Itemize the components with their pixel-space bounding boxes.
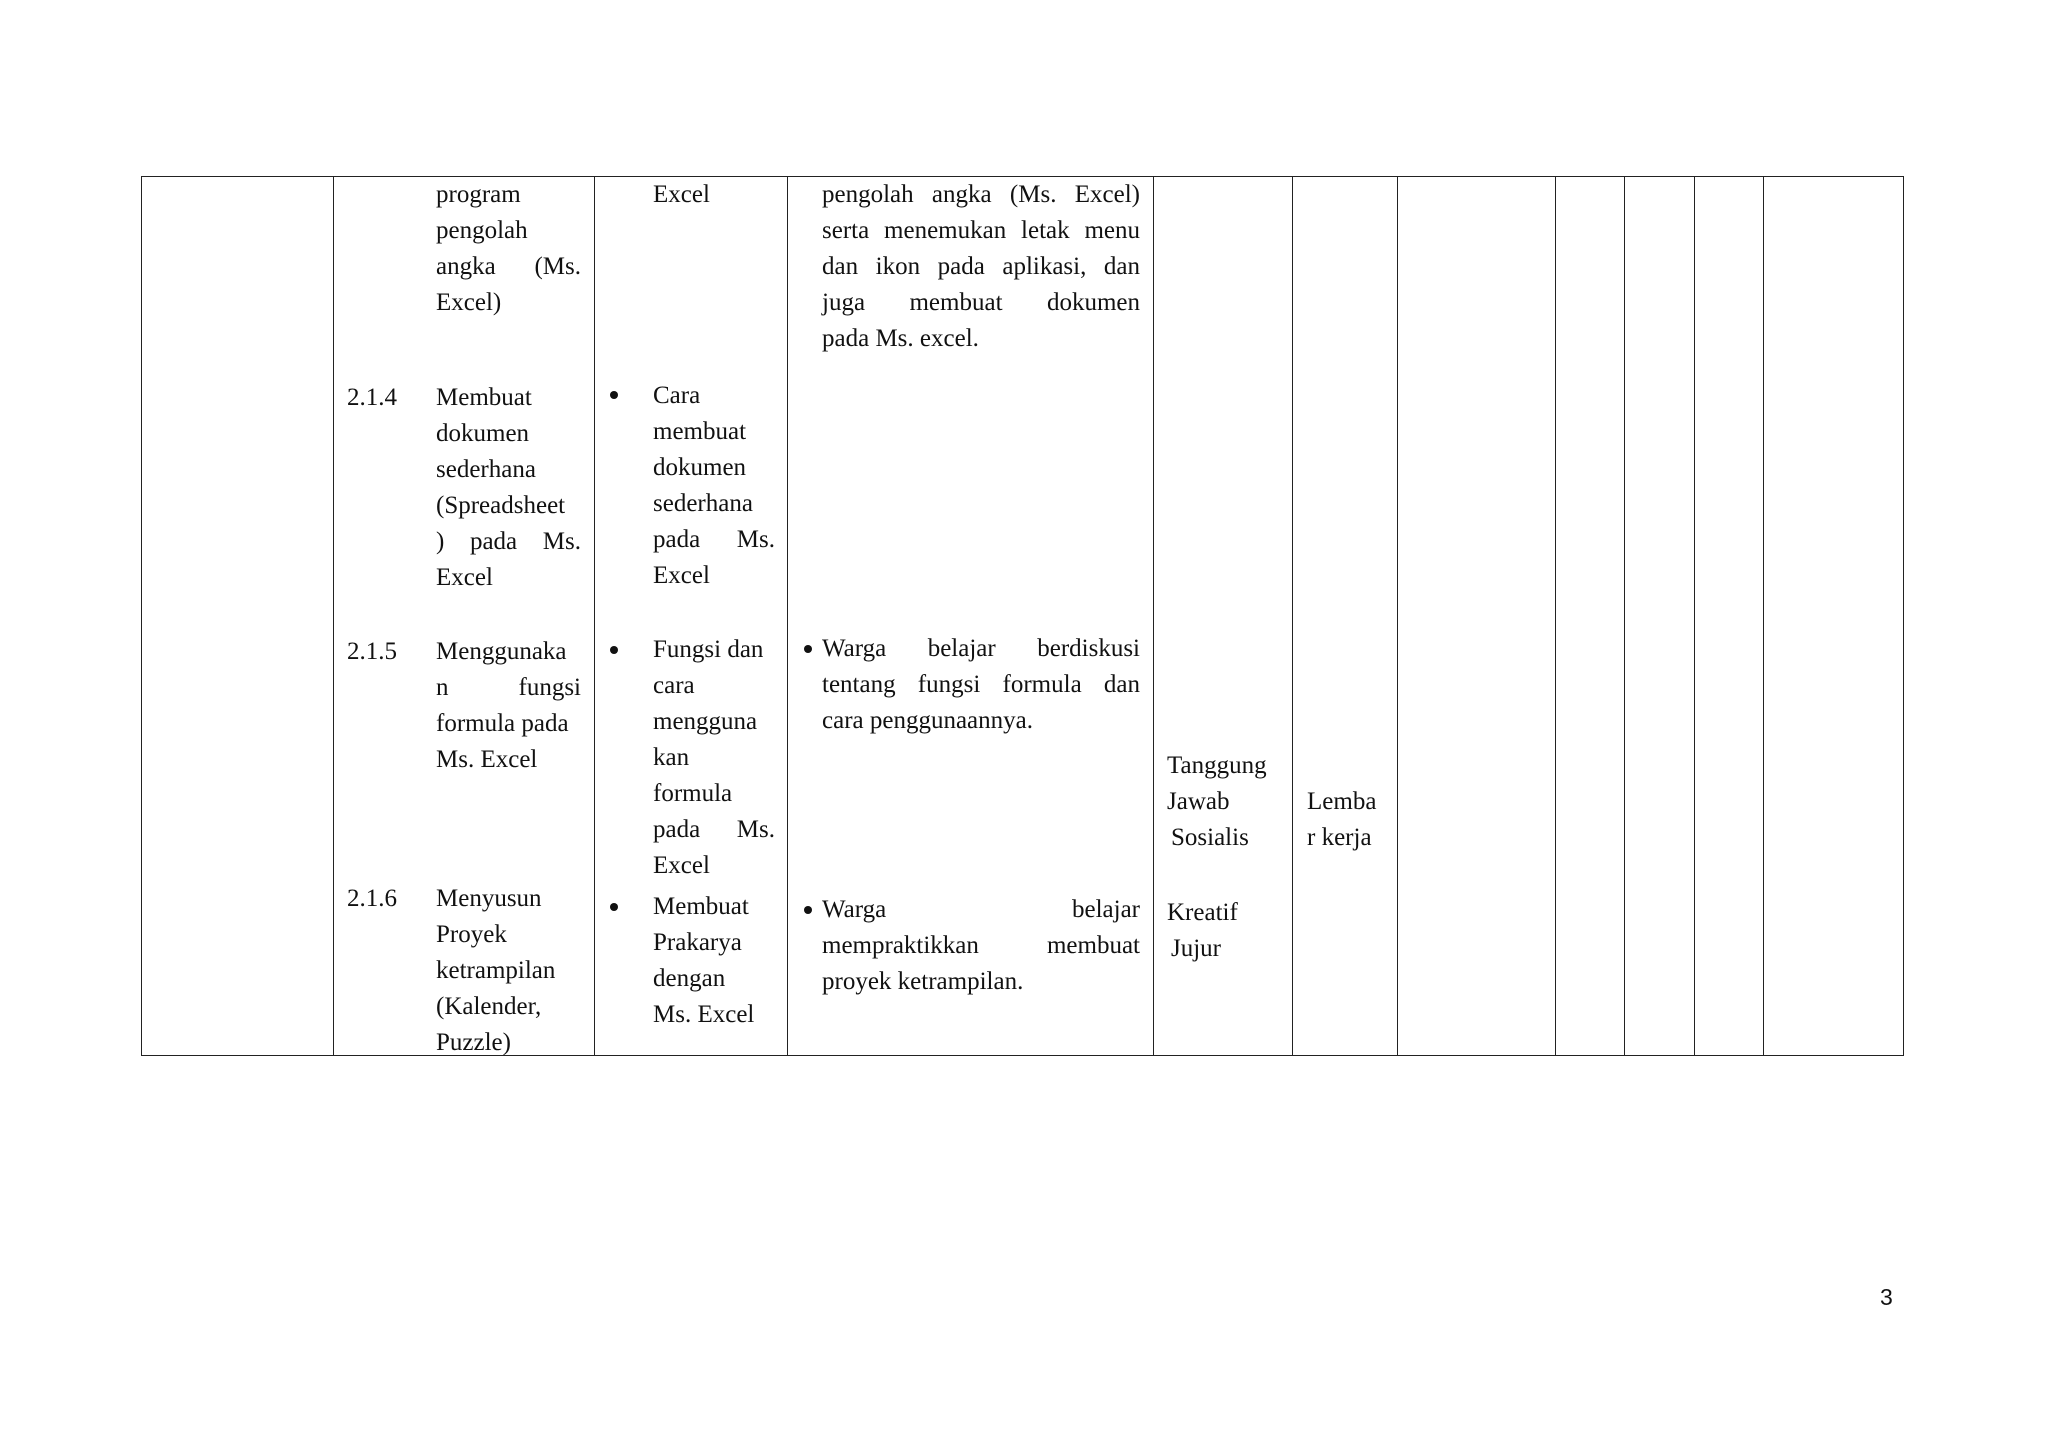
character-values-2: Kreatif Jujur — [1167, 899, 1238, 962]
character-values: Tanggung Jawab Sosialis — [1167, 752, 1267, 851]
material-2-1-4: Membuat dokumen sederhana (Spreadsheet ) pada Ms. Excel — [436, 384, 581, 591]
activity-2-1-5: Warga belajar berdiskusi tentang fungsi formula dan cara penggunaannya. — [822, 635, 1140, 734]
content-2-1-6: Membuat Prakarya dengan Ms. Excel — [653, 893, 755, 1028]
top-content-cell: Excel — [653, 181, 710, 208]
competency-code-2-1-5: 2.1.5 — [347, 638, 397, 665]
column-divider — [1555, 176, 1556, 1056]
competency-code-2-1-4: 2.1.4 — [347, 384, 397, 411]
column-divider — [333, 176, 334, 1056]
bullet-icon — [610, 646, 618, 654]
competency-code-2-1-6: 2.1.6 — [347, 885, 397, 912]
top-material-cell: program pengolah angka (Ms. Excel) — [436, 181, 581, 316]
material-2-1-6: Menyusun Proyek ketrampilan (Kalender, Puzzle) — [436, 885, 556, 1056]
column-divider — [1694, 176, 1695, 1056]
bullet-icon — [804, 645, 812, 653]
bullet-icon — [610, 391, 618, 399]
bullet-icon — [804, 906, 812, 914]
column-divider — [1763, 176, 1764, 1056]
column-divider — [1153, 176, 1154, 1056]
content-2-1-4: Cara membuat dokumen sederhana pada Ms. Excel — [653, 382, 775, 589]
content-2-1-5: Fungsi dan cara mengguna kan formula pada Ms. Excel — [653, 636, 775, 879]
column-divider — [1397, 176, 1398, 1056]
column-divider — [1292, 176, 1293, 1056]
page-number: 3 — [1880, 1284, 1893, 1310]
bullet-icon — [610, 903, 618, 911]
column-divider — [787, 176, 788, 1056]
material-2-1-5: Menggunaka n fungsi formula pada Ms. Excel — [436, 638, 581, 773]
top-activity-cell: pengolah angka (Ms. Excel) serta menemukan letak menu dan ikon pada aplikasi, dan juga membuat dokumen pada Ms. excel. — [822, 181, 1140, 352]
column-divider — [1624, 176, 1625, 1056]
assessment-instrument: Lemba r kerja — [1307, 788, 1377, 851]
column-divider — [594, 176, 595, 1056]
activity-2-1-6: Warga belajar mempraktikkan membuat proyek ketrampilan. — [822, 896, 1140, 995]
